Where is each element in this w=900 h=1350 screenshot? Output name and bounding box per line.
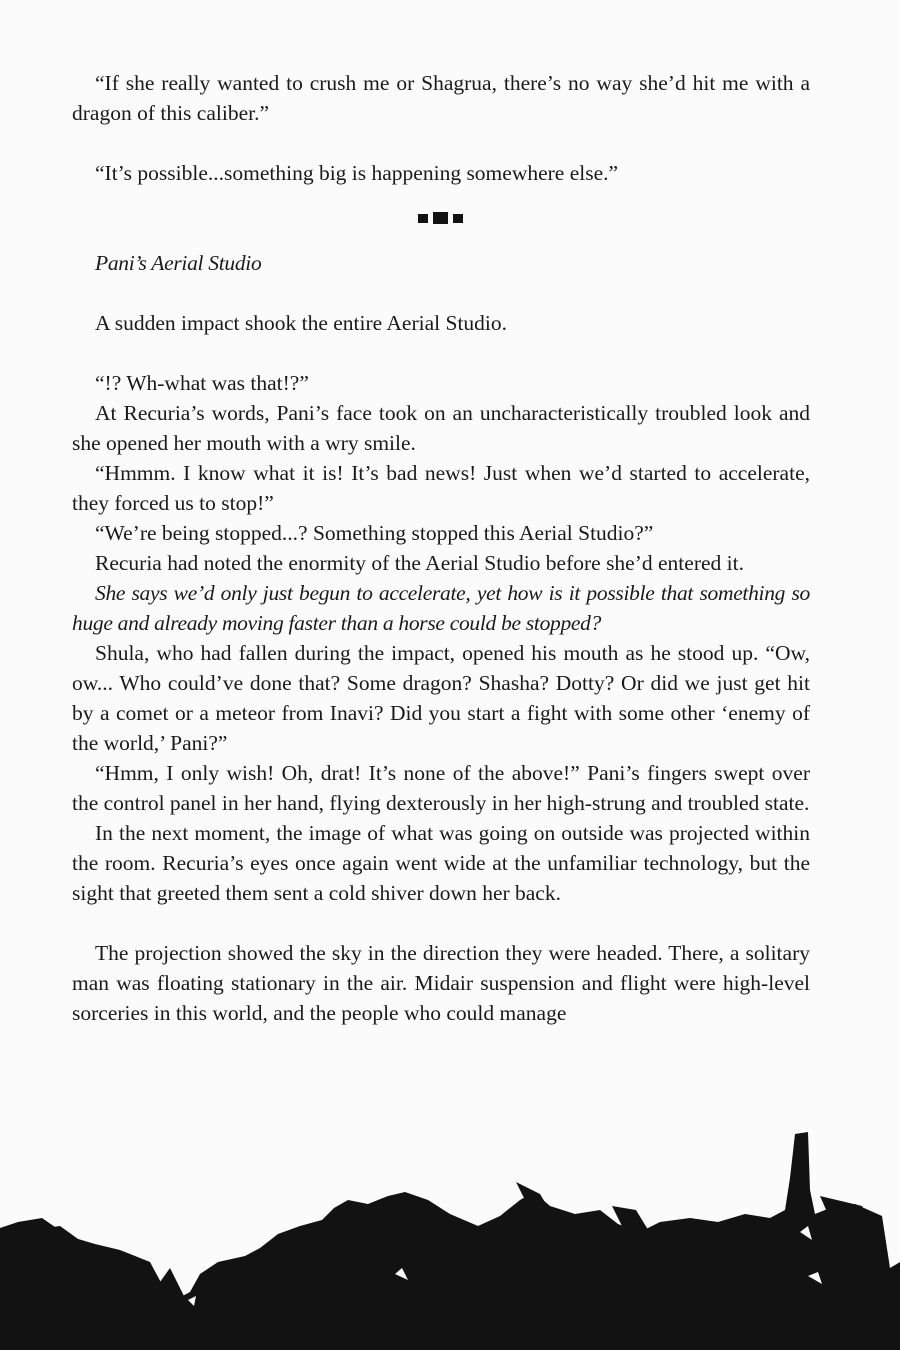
spacer (72, 908, 810, 938)
spacer (72, 128, 810, 158)
paragraph: Shula, who had fallen during the impact, opened his mouth as he stood up. “Ow, ow... Who could’ve done that? Some dragon? Shasha? Dotty? Or did we just get hit by a comet or a meteor from Inavi? Did you start a fight with some other ‘enemy of the world,’ Pani?” (72, 641, 810, 755)
paragraph: “!? Wh-what was that!?” (95, 371, 309, 395)
paragraph: “Hmmm. I know what it is! It’s bad news! Just when we’d started to accelerate, they forced us to stop!” (72, 461, 810, 515)
rubble-silhouette (0, 1120, 900, 1350)
paragraph: “We’re being stopped...? Something stopped this Aerial Studio?” (95, 521, 654, 545)
scene-break (72, 188, 810, 248)
paragraph: At Recuria’s words, Pani’s face took on an uncharacteristically troubled look and she opened her mouth with a wry smile. (72, 401, 810, 455)
section-heading: Pani’s Aerial Studio (95, 251, 262, 275)
italic-thought: She says we’d only just begun to accelerate, yet how is it possible that something so huge and already moving faster than a horse could be stopped? (72, 581, 810, 635)
paragraph: “If she really wanted to crush me or Shagrua, there’s no way she’d hit me with a dragon of this caliber.” (72, 71, 810, 125)
paragraph: Recuria had noted the enormity of the Aerial Studio before she’d entered it. (95, 551, 744, 575)
paragraph: “It’s possible...something big is happening somewhere else.” (95, 161, 619, 185)
scene-break-squares-icon (417, 211, 465, 225)
paragraph: The projection showed the sky in the direction they were headed. There, a solitary man was floating stationary in the air. Midair suspension and flight were high-level sorceries in this world, and the people who could manage (72, 941, 810, 1025)
page-text (72, 68, 810, 1028)
paragraph: A sudden impact shook the entire Aerial Studio. (95, 311, 508, 335)
spacer (72, 338, 810, 368)
paragraph: In the next moment, the image of what was going on outside was projected within the room. Recuria’s eyes once again went wide at the unfamiliar technology, but the sight that greeted them sent a cold shiver down her back. (72, 821, 810, 905)
spacer (72, 278, 810, 308)
paragraph: “Hmm, I only wish! Oh, drat! It’s none of the above!” Pani’s fingers swept over the control panel in her hand, flying dexterously in her high-strung and troubled state. (72, 761, 810, 815)
